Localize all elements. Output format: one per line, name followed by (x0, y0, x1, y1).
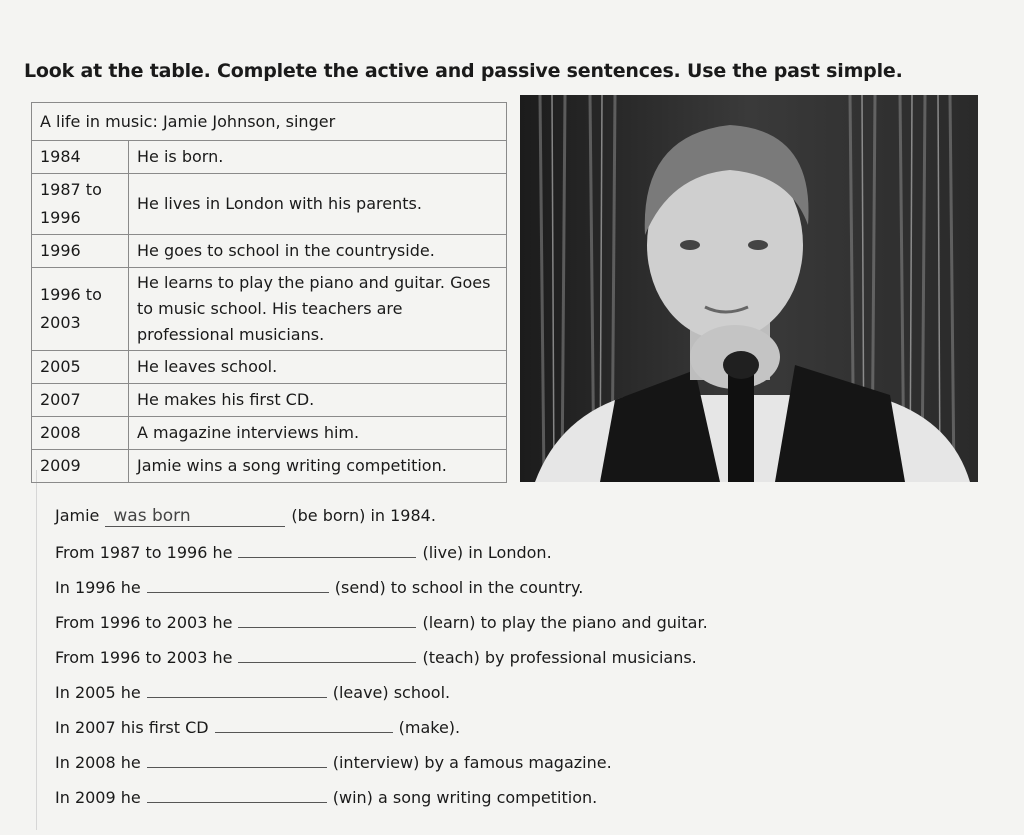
exercise-prefix: In 2009 he (55, 788, 141, 807)
event-cell: He goes to school in the countryside. (129, 235, 507, 268)
exercise-item (55, 681, 450, 705)
exercise-item (55, 611, 708, 635)
year-cell: 2008 (32, 417, 129, 450)
exercise-suffix: (win) a song writing competition. (332, 788, 598, 807)
exercise-suffix: (learn) to play the piano and guitar. (422, 613, 708, 632)
answer-field[interactable] (238, 541, 416, 558)
exercise-suffix: (teach) by professional musicians. (422, 648, 697, 667)
life-table (31, 102, 507, 483)
exercise-item (55, 716, 460, 740)
exercise-prefix: Jamie (55, 506, 100, 525)
answer-field[interactable] (238, 646, 416, 663)
table-row (32, 450, 507, 483)
answer-field[interactable] (147, 786, 327, 803)
event-cell: Jamie wins a song writing competition. (129, 450, 507, 483)
exercise-suffix: (leave) school. (332, 683, 451, 702)
table-row (32, 174, 507, 235)
event-cell: He learns to play the piano and guitar. Goes to music school. His teachers are professional musicians. (129, 268, 507, 351)
exercise-item (55, 646, 697, 670)
exercise-prefix: From 1987 to 1996 he (55, 543, 233, 562)
table-row (32, 235, 507, 268)
instruction-heading: Look at the table. Complete the active and passive sentences. Use the past simple. (24, 60, 903, 82)
exercise-suffix: (be born) in 1984. (291, 506, 436, 525)
exercise-suffix: (send) to school in the country. (334, 578, 584, 597)
year-cell: 1996 (32, 235, 129, 268)
table-row (32, 384, 507, 417)
exercise-prefix: In 2007 his first CD (55, 718, 209, 737)
year-cell: 2007 (32, 384, 129, 417)
year-cell: 1984 (32, 141, 129, 174)
exercise-suffix: (live) in London. (422, 543, 552, 562)
exercise-prefix: In 2008 he (55, 753, 141, 772)
exercise-item (55, 751, 612, 775)
exercise-item (55, 786, 597, 810)
event-cell: He lives in London with his parents. (129, 174, 507, 235)
table-row (32, 268, 507, 351)
singer-photo (520, 95, 978, 482)
exercise-item (55, 576, 583, 600)
event-cell: He leaves school. (129, 351, 507, 384)
year-cell: 1987 to 1996 (32, 174, 129, 235)
year-cell: 1996 to 2003 (32, 268, 129, 351)
table-row (32, 351, 507, 384)
year-cell: 2005 (32, 351, 129, 384)
answer-field[interactable] (147, 681, 327, 698)
exercise-prefix: In 1996 he (55, 578, 141, 597)
table-row (32, 141, 507, 174)
answer-field[interactable] (215, 716, 393, 733)
singer-illustration (520, 95, 978, 482)
exercise-prefix: From 1996 to 2003 he (55, 648, 233, 667)
exercise-item (55, 506, 436, 530)
table-row (32, 417, 507, 450)
year-cell: 2009 (32, 450, 129, 483)
event-cell: A magazine interviews him. (129, 417, 507, 450)
exercise-prefix: From 1996 to 2003 he (55, 613, 233, 632)
answer-field[interactable] (238, 611, 416, 628)
exercise-item (55, 541, 552, 565)
page-margin-line (36, 470, 37, 830)
exercise-suffix: (interview) by a famous magazine. (332, 753, 612, 772)
exercise-prefix: In 2005 he (55, 683, 141, 702)
exercise-suffix: (make). (398, 718, 461, 737)
answer-field[interactable]: was born (105, 506, 285, 527)
answer-field[interactable] (147, 751, 327, 768)
table-title: A life in music: Jamie Johnson, singer (32, 103, 507, 141)
event-cell: He makes his first CD. (129, 384, 507, 417)
answer-field[interactable] (147, 576, 329, 593)
event-cell: He is born. (129, 141, 507, 174)
